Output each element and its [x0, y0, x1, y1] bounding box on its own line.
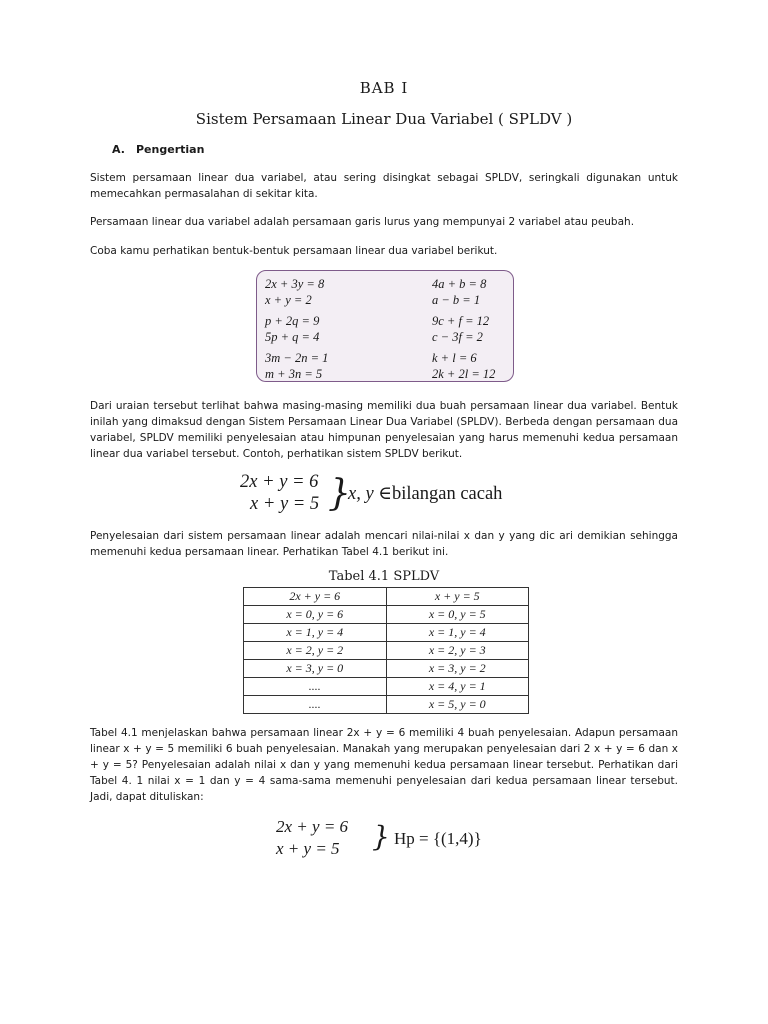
table-cell: x = 3, y = 0	[244, 660, 387, 678]
table-row	[244, 696, 529, 714]
table-header: x + y = 5	[386, 588, 529, 606]
solution-table	[243, 587, 529, 714]
table-cell: x = 0, y = 6	[244, 606, 387, 624]
solution-equation-2: x + y = 5	[276, 839, 340, 858]
section-title: Pengertian	[136, 143, 205, 156]
equation-system-solution	[274, 817, 514, 861]
page-title: Sistem Persamaan Linear Dua Variabel ( SPLDV )	[195, 110, 573, 128]
equation-right-5: k + l = 6	[432, 351, 477, 365]
equation-right-3: 9c + f = 12	[432, 314, 490, 328]
table-cell: x = 5, y = 0	[386, 696, 529, 714]
system-equation-1: 2x + y = 6	[240, 472, 319, 492]
system-domain-set: bilangan cacah	[392, 484, 503, 504]
solution-set: Hp = {(1,4)}	[394, 829, 482, 848]
table-cell: x = 2, y = 2	[244, 642, 387, 660]
table-cell: ....	[244, 696, 387, 714]
table-cell: x = 3, y = 2	[386, 660, 529, 678]
equation-left-5: 3m − 2n = 1	[265, 351, 329, 365]
paragraph-table-explanation: Tabel 4.1 menjelaskan bahwa persamaan linear 2x + y = 6 memiliki 4 buah penyelesaian. Adapun persamaan linear x + y = 5 memiliki 6 buah penyelesaian. Manakah yang merupakan penyelesaian dari 2 x + y = 6 dan x + y = 5? Penyelesaian adalah nilai x dan y yang memenuhi kedua persamaan linear tersebut. Perhatikan dari Tabel 4. 1 nilai x = 1 dan y = 4 sama-sama memenuhi penyelesaian dari kedua persamaan linear tersebut. Jadi, dapat dituliskan:	[90, 727, 678, 803]
table-row	[244, 660, 529, 678]
table-cell: ....	[244, 678, 387, 696]
paragraph-examples-intro: Coba kamu perhatikan bentuk-bentuk persamaan linear dua variabel berikut.	[90, 245, 498, 257]
equation-examples-box	[256, 270, 514, 382]
equation-left-2: x + y = 2	[265, 293, 312, 307]
curly-brace: }	[372, 820, 390, 853]
equation-right-4: c − 3f = 2	[432, 330, 483, 344]
system-equation-2: x + y = 5	[250, 494, 320, 514]
equation-right-6: 2k + 2l = 12	[432, 367, 496, 381]
section-heading	[112, 143, 204, 156]
table-caption: Tabel 4.1 SPLDV	[328, 569, 440, 584]
system-domain	[348, 483, 502, 505]
equation-left-6: m + 3n = 5	[265, 367, 323, 381]
table-cell: x = 4, y = 1	[386, 678, 529, 696]
paragraph-solution-intro: Penyelesaian dari sistem persamaan linear adalah mencari nilai-nilai x dan y yang dic ari demikian sehingga memenuhi kedua persamaan linear. Perhatikan Tabel 4.1 berikut ini.	[90, 530, 678, 558]
solution-equation-1: 2x + y = 6	[276, 817, 349, 836]
equation-system-example	[236, 472, 546, 518]
table-cell: x = 2, y = 3	[386, 642, 529, 660]
table-header: 2x + y = 6	[244, 588, 387, 606]
table-header-row	[244, 588, 529, 606]
equation-right-1: 4a + b = 8	[432, 277, 487, 291]
table-row	[244, 678, 529, 696]
table-cell: x = 0, y = 5	[386, 606, 529, 624]
table-row	[244, 624, 529, 642]
paragraph-spldv-explanation: Dari uraian tersebut terlihat bahwa masing-masing memiliki dua buah persamaan linear dua variabel. Bentuk inilah yang dimaksud dengan Sistem Persamaan Linear Dua Variabel (SPLDV). Berbeda dengan persamaan dua variabel, SPLDV memiliki penyelesaian atau himpunan penyelesaian yang harus memenuhi kedua persamaan linear dua variabel tersebut. Contoh, perhatikan sistem SPLDV berikut.	[90, 400, 678, 460]
table-cell: x = 1, y = 4	[386, 624, 529, 642]
equation-left-1: 2x + 3y = 8	[265, 277, 325, 291]
equation-left-4: 5p + q = 4	[265, 330, 320, 344]
curly-brace: }	[328, 473, 351, 514]
equation-left-3: p + 2q = 9	[265, 314, 320, 328]
section-label: A.	[112, 143, 125, 156]
system-variables: x, y ∈	[348, 484, 392, 504]
paragraph-definition: Persamaan linear dua variabel adalah persamaan garis lurus yang mempunyai 2 variabel atau peubah.	[90, 216, 635, 228]
equation-right-2: a − b = 1	[432, 293, 481, 307]
table-row	[244, 642, 529, 660]
table-cell: x = 1, y = 4	[244, 624, 387, 642]
table-row	[244, 606, 529, 624]
paragraph-intro: Sistem persamaan linear dua variabel, atau sering disingkat sebagai SPLDV, seringkali digunakan untuk memecahkan permasalahan di sekitar kita.	[90, 172, 678, 200]
chapter-heading: BAB I	[359, 79, 409, 97]
